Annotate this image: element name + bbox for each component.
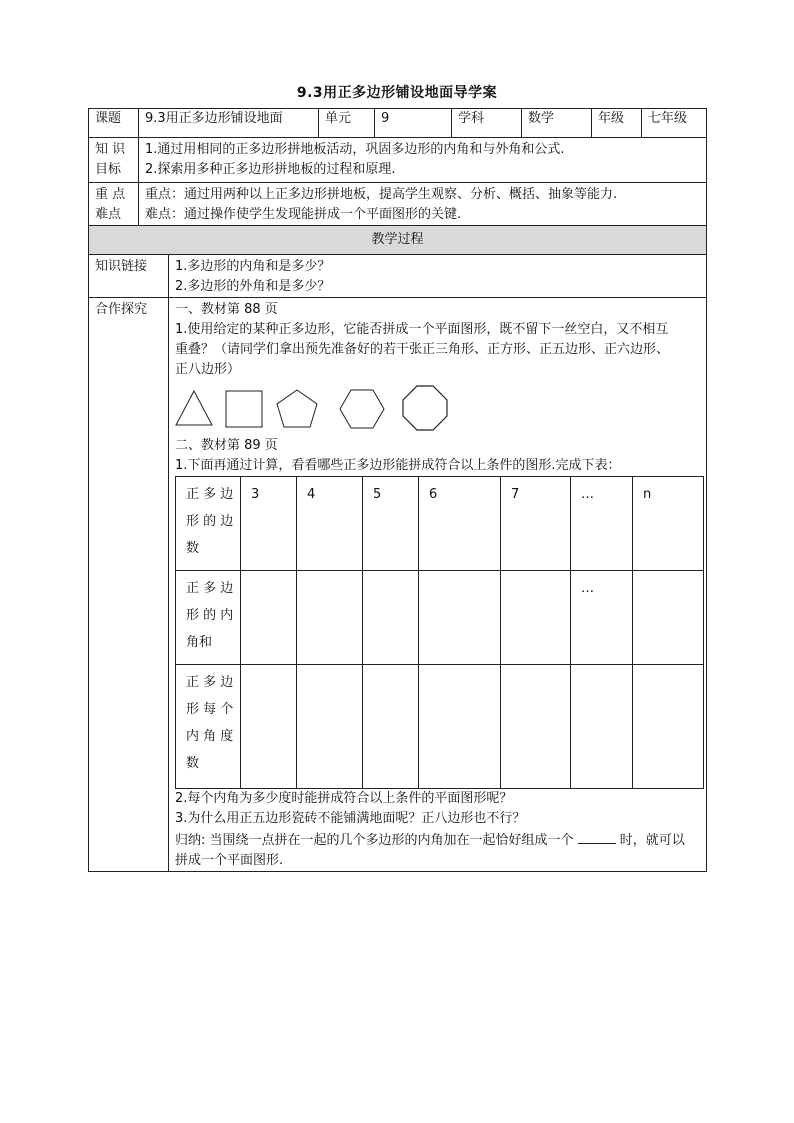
label-line: 数 <box>186 756 200 771</box>
explore-label: 合作探究 <box>89 298 169 872</box>
summary-blank[interactable] <box>578 829 616 844</box>
header-grade: 七年级 <box>642 109 707 138</box>
keypoints-row <box>89 183 707 226</box>
question-line: 3.为什么用正五边形瓷砖不能铺满地面呢？正八边形也不行？ <box>175 811 526 826</box>
calc-row-label <box>176 571 241 665</box>
calc-row-label <box>176 665 241 789</box>
calc-cell[interactable] <box>501 665 571 789</box>
label-line: 正 多 边 <box>186 675 234 690</box>
keypoints-content <box>139 183 707 226</box>
calc-row-sides <box>176 477 704 571</box>
square-icon <box>225 390 265 430</box>
header-topic-label: 课题 <box>89 109 139 138</box>
calc-cell[interactable] <box>501 571 571 665</box>
calc-cell[interactable] <box>363 665 419 789</box>
process-heading: 教学过程 <box>89 226 707 255</box>
explore-row <box>89 298 707 872</box>
label-line: 形 的 边 <box>186 514 234 529</box>
goals-row <box>89 138 707 183</box>
review-content <box>169 255 707 298</box>
calc-cell: n <box>633 477 704 571</box>
header-subject-label: 学科 <box>452 109 522 138</box>
octagon-icon <box>401 384 451 434</box>
summary-line <box>175 829 700 851</box>
label-line: 形 的 内 <box>186 608 234 623</box>
calc-cell[interactable] <box>571 665 633 789</box>
calc-cell[interactable] <box>633 665 704 789</box>
header-subject: 数学 <box>522 109 592 138</box>
calc-cell[interactable] <box>419 665 501 789</box>
header-unit: 9 <box>375 109 452 138</box>
calc-row-angle-sum <box>176 571 704 665</box>
calc-cell: 6 <box>419 477 501 571</box>
calc-cell[interactable] <box>241 665 297 789</box>
label-line: 数 <box>186 541 200 556</box>
calc-cell: 5 <box>363 477 419 571</box>
process-heading-row <box>89 226 707 255</box>
header-grade-label: 年级 <box>592 109 642 138</box>
calc-table <box>175 476 704 789</box>
calc-cell[interactable] <box>633 571 704 665</box>
pentagon-icon <box>275 388 321 430</box>
keypoints-label-1: 重 点 <box>95 187 126 202</box>
header-row <box>89 109 707 138</box>
paragraph-line: 重叠？（请同学们拿出预先准备好的若干张正三角形、正方形、正五边形、正六边形、 <box>175 342 670 357</box>
review-question: 2.多边形的外角和是多少？ <box>175 279 331 294</box>
section-heading: 二、教材第 89 页 <box>175 438 278 453</box>
summary-line: 拼成一个平面图形. <box>175 853 284 868</box>
polygon-shapes <box>175 380 700 436</box>
page-title: 9.3用正多边形铺设地面导学案 <box>296 85 498 101</box>
label-line: 内 角 度 <box>186 729 234 744</box>
goals-label-2: 目标 <box>95 162 122 177</box>
keypoints-label <box>89 183 139 226</box>
label-line: 角和 <box>186 635 213 650</box>
section-heading: 一、教材第 88 页 <box>175 302 278 317</box>
label-line: 形 每 个 <box>186 702 234 717</box>
label-line: 正 多 边 <box>186 487 234 502</box>
header-unit-label: 单元 <box>319 109 375 138</box>
label-line: 正 多 边 <box>186 581 234 596</box>
question-line: 2.每个内角为多少度时能拼成符合以上条件的平面图形呢？ <box>175 791 513 806</box>
review-row <box>89 255 707 298</box>
calc-cell: 3 <box>241 477 297 571</box>
key-point: 重点：通过用两种以上正多边形拼地板，提高学生观察、分析、概括、抽象等能力. <box>145 187 618 202</box>
review-label: 知识链接 <box>89 255 169 298</box>
summary-text: 时，就可以 <box>619 833 685 848</box>
calc-cell[interactable] <box>241 571 297 665</box>
hexagon-icon <box>339 388 387 430</box>
explore-content <box>169 298 707 872</box>
calc-cell: 4 <box>297 477 363 571</box>
calc-cell: … <box>571 477 633 571</box>
goal-item: 1.通过用相同的正多边形拼地板活动，巩固多边形的内角和与外角和公式. <box>145 142 565 157</box>
calc-cell: 7 <box>501 477 571 571</box>
goals-content <box>139 138 707 183</box>
goals-label <box>89 138 139 183</box>
calc-row-label <box>176 477 241 571</box>
goal-item: 2.探索用多种正多边形拼地板的过程和原理. <box>145 162 396 177</box>
calc-cell[interactable] <box>363 571 419 665</box>
difficulty-point: 难点：通过操作使学生发现能拼成一个平面图形的关键. <box>145 207 462 222</box>
paragraph-line: 正八边形） <box>175 362 241 377</box>
calc-row-each-angle <box>176 665 704 789</box>
goals-label-1: 知 识 <box>95 142 126 157</box>
paragraph-line: 1.使用给定的某种正多边形，它能否拼成一个平面图形，既不留下一丝空白，又不相互 <box>175 322 669 337</box>
calc-cell: … <box>571 571 633 665</box>
review-question: 1.多边形的内角和是多少？ <box>175 259 331 274</box>
paragraph-line: 1.下面再通过计算，看看哪些正多边形能拼成符合以上条件的图形.完成下表： <box>175 458 621 473</box>
header-topic: 9.3用正多边形铺设地面 <box>139 109 319 138</box>
calc-cell[interactable] <box>297 571 363 665</box>
calc-cell[interactable] <box>419 571 501 665</box>
triangle-icon <box>175 388 215 428</box>
lesson-plan-table <box>88 108 707 872</box>
keypoints-label-2: 难点 <box>95 207 122 222</box>
summary-text: 归纳: 当围绕一点拼在一起的几个多边形的内角加在一起恰好组成一个 <box>175 833 574 848</box>
calc-cell[interactable] <box>297 665 363 789</box>
